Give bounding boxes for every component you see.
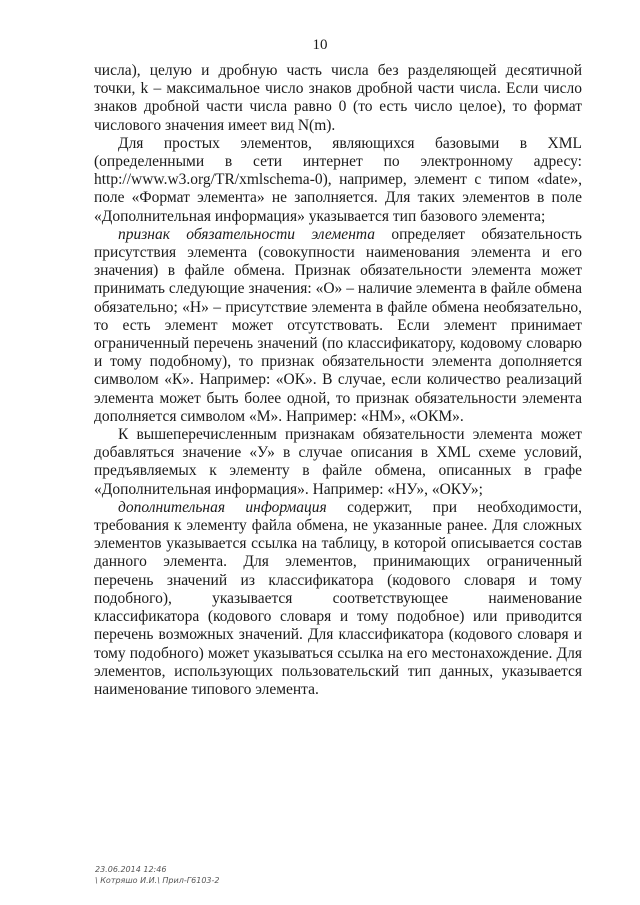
paragraph-text: Для простых элементов, являющихся базовыми в XML (определенными в сети интернет по электронному адресу: http://www.w3.org/TR/xmlschema-0), например, элемент с типом «date», поле «Формат элемента» не заполняется. Для таких элементов в поле «Дополнительная информация» указывается тип базового элемента; [94,134,582,225]
paragraph-text: содержит, при необходимости, требования к элементу файла обмена, не указанные ранее. Для сложных элементов указывается ссылка на таблицу, в которой описывается состав данного элемента. Для элементов, принимающих ограниченный перечень значений из классификатора (кодового словаря и тому подобного), указывается соответствующее наименование классификатора (кодового словаря и тому подобное) или приводится перечень возможных значений. Для классификатора (кодового словаря и тому подобного) может указываться ссылка на его местонахождение. Для элементов, использующих пользовательский тип данных, указывается наименование типового элемента. [94,498,582,698]
paragraph-additional-info [94,499,582,699]
document-body [94,62,582,699]
footer-stamp [95,864,220,886]
term-required-flag: признак обязательности элемента [118,225,376,243]
paragraph-text: числа), целую и дробную часть числа без разделяющей десятичной точки, k – максимальное число знаков дробной части числа. Если число знаков дробной части числа равно 0 (то есть число целое), то формат числового значения имеет вид N(m). [94,62,582,134]
paragraph-text: К вышеперечисленным признакам обязательности элемента может добавляться значение «У» в случае описания в XML схеме условий, предъявляемых к элементу в файле обмена, описанных в графе «Дополнительная информация». Например: «НУ», «ОКУ»; [94,426,582,498]
paragraph-base-elements [94,135,582,226]
term-additional-info: дополнительная информация [118,498,327,516]
paragraph-required-flag [94,226,582,426]
footer-timestamp: 23.06.2014 12:46 [95,865,167,874]
page-number: 10 [312,37,328,53]
paragraph-text: определяет обязательность присутствия элемента (совокупности наименования элемента и его значения) в файле обмена. Признак обязательности элемента может принимать следующие значения: «О» – наличие элемента в файле обмена обязательно; «Н» – присутствие элемента в файле обмена необязательно, то есть элемент может отсутствовать. Если элемент принимает ограниченный перечень значений (по классификатору, кодовому словарю и тому подобному), то признак обязательности элемента дополняется символом «К». Например: «ОК». В случае, если количество реализаций элемента может быть более одной, то признак обязательности элемента дополняется символом «М». Например: «НМ», «ОКМ». [94,225,582,425]
footer-file-path: \ Котряшо И.И.\ Прил-Г6103-2 [95,876,220,885]
paragraph-number-format [94,62,582,135]
paragraph-conditional-flag [94,426,582,499]
